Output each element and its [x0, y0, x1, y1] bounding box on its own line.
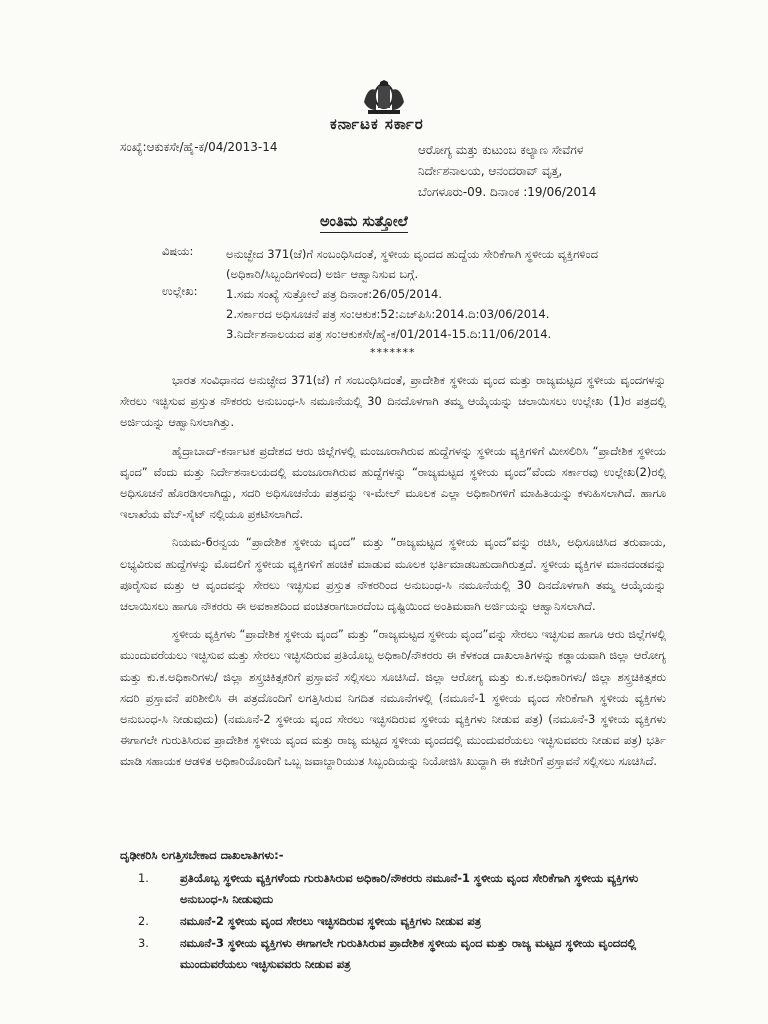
office-line-2: ನಿರ್ದೇಶನಾಲಯ, ಆನಂದರಾವ್ ವೃತ್ತ, [418, 164, 563, 178]
paragraph: ಹೈದ್ರಾಬಾದ್-ಕರ್ನಾಟಕ ಪ್ರದೇಶದ ಆರು ಜಿಲ್ಲೆಗಳಲ್ಲಿ ಮಂಜೂರಾಗಿರುವ ಹುದ್ದೆಗಳನ್ನು ಸ್ಥಳೀಯ ವ್ಯಕ್ತಿಗಳಿಗೆ ಮೀಸಲಿರಿಸಿ “ಪ್ರಾದೇಶಿಕ ಸ್ಥಳೀಯ ವೃಂದ” ವೆಂದು ಮತ್ತು ನಿರ್ದೇಶನಾಲಯದಲ್ಲಿ ಮಂಜೂರಾಗಿರುವ ಹುದ್ದೆಗಳನ್ನು “ರಾಜ್ಯಮಟ್ಟದ ಸ್ಥಳೀಯ ವೃಂದ”ವೆಂದು ಸರ್ಕಾರವು ಉಲ್ಲೇಖ(2)ರಲ್ಲಿ ಅಧಿಸೂಚನೆ ಹೊರಡಿಸಲಾಗಿದ್ದು, ಸದರಿ ಅಧಿಸೂಚನೆಯ ಪತ್ರವನ್ನು ಇ-ಮೇಲ್ ಮೂಲಕ ಎಲ್ಲಾ ಅಧಿಕಾರಿಗಳಿಗೆ ಮಾಹಿತಿಯನ್ನು ಕಳುಹಿಸಲಾಗಿದೆ. ಹಾಗೂ ಇಲಾಖೆಯ ವೆಬ್-ಸೈಟ್ ನಲ್ಲಿಯೂ ಪ್ರಕಟಿಸಲಾಗಿದೆ. [120, 443, 666, 522]
references-label: ಉಲ್ಲೇಖ: [162, 284, 198, 298]
paragraph: ಸ್ಥಳೀಯ ವ್ಯಕ್ತಿಗಳು “ಪ್ರಾದೇಶಿಕ ಸ್ಥಳೀಯ ವೃಂದ” ಮತ್ತು “ರಾಜ್ಯಮಟ್ಟದ ಸ್ಥಳೀಯ ವೃಂದ”ವನ್ನು ಸೇರಲು ಇಚ್ಛಿಸುವ ಹಾಗೂ ಆರು ಜಿಲ್ಲೆಗಳಲ್ಲಿ ಮುಂದುವರೆಯಲು ಇಚ್ಛಿಸುವ ಮತ್ತು ಸೇರಲು ಇಚ್ಛಿಸದಿರುವ ಪ್ರತಿಯೊಬ್ಬ ಅಧಿಕಾರಿ/ನೌಕರರು ಈ ಕೆಳಕಂಡ ದಾಖಲಾತಿಗಳನ್ನು ಕಡ್ಡಾಯವಾಗಿ ಜಿಲ್ಲಾ ಆರೋಗ್ಯ ಮತ್ತು ಕು.ಕ.ಅಧಿಕಾರಿಗಳು/ ಜಿಲ್ಲಾ ಶಸ್ತ್ರಚಿಕಿತ್ಸಕರಿಗೆ ಪ್ರಸ್ತಾವನೆ ಸಲ್ಲಿಸಲು ಸೂಚಿಸಿದೆ. ಜಿಲ್ಲಾ ಆರೋಗ್ಯ ಮತ್ತು ಕು.ಕ.ಅಧಿಕಾರಿಗಳು/ ಜಿಲ್ಲಾ ಶಸ್ತ್ರಚಿಕಿತ್ಸಕರು ಸದರಿ ಪ್ರಸ್ತಾವನೆ ಪರಿಶೀಲಿಸಿ ಈ ಪತ್ರದೊಂದಿಗೆ ಲಗತ್ತಿಸಿರುವ ನಿಗದಿತ ನಮೂನೆಗಳಲ್ಲಿ (ನಮೂನೆ-1 ಸ್ಥಳೀಯ ವೃಂದ ಸೇರಿಕೆಗಾಗಿ ಸ್ಥಳೀಯ ವ್ಯಕ್ತಿಗಳು ಅನುಬಂಧ-ಸಿ ನೀಡುವುದು) (ನಮೂನೆ-2 ಸ್ಥಳೀಯ ವೃಂದ ಸೇರಲು ಇಚ್ಛಿಸದಿರುವ ಸ್ಥಳೀಯ ವ್ಯಕ್ತಿಗಳು ನೀಡುವ ಪತ್ರ) (ನಮೂನೆ-3 ಸ್ಥಳೀಯ ವ್ಯಕ್ತಿಗಳು ಈಗಾಗಲೇ ಗುರುತಿಸಿರುವ ಪ್ರಾದೇಶಿಕ ಸ್ಥಳೀಯ ವೃಂದ ಮತ್ತು ರಾಜ್ಯ ಮಟ್ಟದ ಸ್ಥಳೀಯ ವೃಂದದಲ್ಲಿ ಮುಂದುವರೆಯಲು ಇಚ್ಛಿಸುವವರು ನೀಡುವ ಪತ್ರ) ಭರ್ತಿ ಮಾಡಿ ಸಹಾಯಕ ಆಡಳಿತ ಅಧಿಕಾರಿಯೊಂದಿಗೆ ಒಬ್ಬ ಜವಾಬ್ದಾರಿಯುತ ಸಿಬ್ಬಂದಿಯನ್ನು ನಿಯೋಜಿಸಿ ಖುದ್ದಾಗಿ ಈ ಕಚೇರಿಗೆ ಪ್ರಸ್ತಾವನೆ ಸಲ್ಲಿಸಲು ಸೂಚಿಸಿದೆ. [120, 627, 666, 769]
references-list [226, 284, 626, 344]
body-text [120, 370, 666, 780]
documents-heading: ದೃಢೀಕರಿಸಿ ಲಗತ್ತಿಸಬೇಕಾದ ದಾಖಲಾತಿಗಳು:- [120, 848, 284, 862]
list-item-number: 1. [138, 871, 149, 885]
office-line-1: ಆರೋಗ್ಯ ಮತ್ತು ಕುಟುಂಬ ಕಲ್ಯಾಣ ಸೇವೆಗಳ [418, 143, 584, 157]
paragraph: ನಿಯಮ-6ರನ್ವಯ “ಪ್ರಾದೇಶಿಕ ಸ್ಥಳೀಯ ವೃಂದ” ಮತ್ತು “ರಾಜ್ಯಮಟ್ಟದ ಸ್ಥಳೀಯ ವೃಂದ”ವನ್ನು ರಚಿಸಿ, ಅಧಿಸೂಚಿಸಿದ ತರುವಾಯ, ಲಭ್ಯವಿರುವ ಹುದ್ದೆಗಳನ್ನು ಮೊದಲಿಗೆ ಸ್ಥಳೀಯ ವ್ಯಕ್ತಿಗಳಿಗೆ ಹಂಚಿಕೆ ಮಾಡುವ ಮೂಲಕ ಭರ್ತಿಮಾಡಬಹುದಾಗಿರುತ್ತದೆ. ಸ್ಥಳೀಯ ವ್ಯಕ್ತಿಗಳ ಮಾನದಂಡವನ್ನು ಪೂರೈಸುವ ಮತ್ತು ಆ ವೃಂದವನ್ನು ಸೇರಲು ಇಚ್ಛಿಸುವ ಪ್ರಸ್ತುತ ನೌಕರರಿಂದ ಅನುಬಂಧ-ಸಿ ನಮೂನೆಯಲ್ಲಿ 30 ದಿನದೊಳಗಾಗಿ ತಮ್ಮ ಆಯ್ಕೆಯನ್ನು ಚಲಾಯಿಸಲು ಹಾಗೂ ನೌಕರರು ಈ ಅವಕಾಶದಿಂದ ವಂಚಿತರಾಗಬಾರದೆಂಬ ದೃಷ್ಟಿಯಿಂದ ಅಂತಿಮವಾಗಿ ಅರ್ಜಿಯನ್ನು ಆಹ್ವಾನಿಸಲಾಗಿದೆ. [120, 535, 666, 614]
subject-label: ವಿಷಯ: [162, 244, 194, 258]
references-row [162, 284, 626, 344]
list-item-text: ಪ್ರತಿಯೊಬ್ಬ ಸ್ಥಳೀಯ ವ್ಯಕ್ತಿಗಳೆಂದು ಗುರುತಿಸಿರುವ ಅಧಿಕಾರಿ/ನೌಕರರು ನಮೂನೆ-1 ಸ್ಥಳೀಯ ವೃಂದ ಸೇರಿಕೆಗಾಗಿ ಸ್ಥಳೀಯ ವ್ಯಕ್ತಿಗಳು ಅನುಬಂಧ-ಸಿ ನೀಡುವುದು [180, 871, 639, 906]
separator: ******* [370, 346, 416, 359]
documents-list [138, 868, 668, 976]
list-item [138, 933, 668, 975]
subject-references-block [162, 244, 626, 344]
reference-item: 3.ನಿರ್ದೇಶನಾಲಯದ ಪತ್ರ ಸಂ:ಆಕುಕಸೇ/ಹೈ-ಕ/01/2014-15.ದಿ:11/06/2014. [226, 327, 552, 341]
reference-item: 2.ಸರ್ಕಾರದ ಅಧಿಸೂಚನೆ ಪತ್ರ ಸಂ:ಆಕುಕ:52:ಎಚ್‌ಪಿಸಿ:2014.ದಿ:03/06/2014. [226, 307, 550, 321]
office-address [418, 140, 596, 203]
paragraph: ಭಾರತ ಸಂವಿಧಾನದ ಅನುಚ್ಛೇದ 371(ಜೆ) ಗೆ ಸಂಬಂಧಿಸಿದಂತೆ, ಪ್ರಾದೇಶಿಕ ಸ್ಥಳೀಯ ವೃಂದ ಮತ್ತು ರಾಜ್ಯಮಟ್ಟದ ಸ್ಥಳೀಯ ವೃಂದಗಳನ್ನು ಸೇರಲು ಇಚ್ಛಿಸುವ ಪ್ರಸ್ತುತ ನೌಕರರು ಅನುಬಂಧ-ಸಿ ನಮೂನೆಯಲ್ಲಿ 30 ದಿನದೊಳಗಾಗಿ ತಮ್ಮ ಆಯ್ಕೆಯನ್ನು ಚಲಾಯಿಸಲು ಉಲ್ಲೇಖ (1)ರ ಪತ್ರದಲ್ಲಿ ಅರ್ಜಿಯನ್ನು ಆಹ್ವಾನಿಸಲಾಗಿತ್ತು. [120, 373, 666, 430]
list-item-number: 3. [138, 936, 149, 950]
subject-text: ಅನುಚ್ಛೇದ 371(ಜೆ)ಗೆ ಸಂಬಂಧಿಸಿದಂತೆ, ಸ್ಥಳೀಯ ವೃಂದದ ಹುದ್ದೆಯ ಸೇರಿಕೆಗಾಗಿ ಸ್ಥಳೀಯ ವ್ಯಕ್ತಿಗಳಿಂದ (ಅಧಿಕಾರಿ/ಸಿಬ್ಬಂದಿಗಳಿಂದ) ಅರ್ಜಿ ಆಹ್ವಾನಿಸುವ ಬಗ್ಗೆ. [226, 247, 599, 281]
list-item-text: ನಮೂನೆ-3 ಸ್ಥಳೀಯ ವ್ಯಕ್ತಿಗಳು ಈಗಾಗಲೇ ಗುರುತಿಸಿರುವ ಪ್ರಾದೇಶಿಕ ಸ್ಥಳೀಯ ವೃಂದ ಮತ್ತು ರಾಜ್ಯ ಮಟ್ಟದ ಸ್ಥಳೀಯ ವೃಂದದಲ್ಲಿ ಮುಂದುವರೆಯಲು ಇಚ್ಛಿಸುವವರು ನೀಡುವ ಪತ್ರ [180, 936, 637, 971]
government-title: ಕರ್ನಾಟಕ ಸರ್ಕಾರ [330, 115, 424, 133]
list-item [138, 911, 668, 932]
office-line-3: ಬೆಂಗಳೂರು-09. ದಿನಾಂಕ :19/06/2014 [418, 185, 597, 199]
document-title: ಅಂತಿಮ ಸುತ್ತೋಲೆ [320, 214, 408, 230]
subject-row [162, 244, 626, 284]
karnataka-emblem-icon [360, 80, 408, 116]
list-item-text: ನಮೂನೆ-2 ಸ್ಥಳೀಯ ವೃಂದ ಸೇರಲು ಇಚ್ಛಿಸದಿರುವ ಸ್ಥಳೀಯ ವ್ಯಕ್ತಿಗಳು ನೀಡುವ ಪತ್ರ [180, 914, 482, 928]
reference-item: 1.ಸಮ ಸಂಖ್ಯೆ ಸುತ್ತೋಲೆ ಪತ್ರ ದಿನಾಂಕ:26/05/2014. [226, 287, 443, 301]
reference-number: ಸಂಖ್ಯೆ:ಆಕುಕಸೇ/ಹೈ-ಕ/04/2013-14 [120, 140, 278, 154]
list-item [138, 868, 668, 910]
list-item-number: 2. [138, 914, 149, 928]
